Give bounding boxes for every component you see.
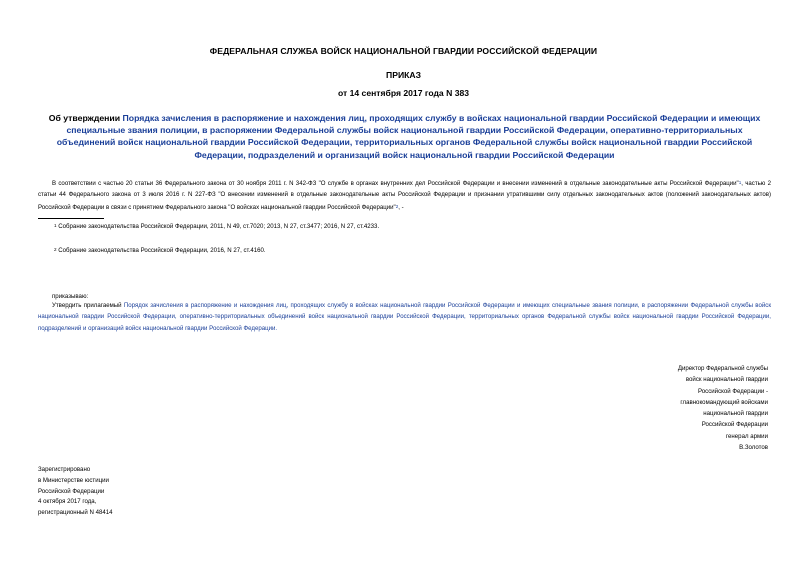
title-prefix: Об утверждении	[48, 113, 123, 123]
footnote-ref-2[interactable]: 2	[395, 203, 399, 209]
preamble-paragraph	[38, 177, 771, 213]
footnote-ref-1[interactable]: 1	[738, 180, 742, 185]
footnote-2	[54, 247, 266, 254]
document-type-heading: ПРИКАЗ	[386, 70, 421, 80]
footnote-1	[54, 223, 379, 230]
order-procedure-link[interactable]: Порядок зачисления в распоряжение и нахождения лиц, проходящих службу в войсках национальной гвардии Российской Федерации и имеющих специальные звания полиции, в распоряжении Федеральной службы войск национальной гвардии Российской Федерации, оперативно-территориальных объединений войск национальной гвардии Российской Федерации, территориальных органов Федеральной службы войск национальной гвардии Российской Федерации, подразделений и организаций войск национальной гвардии Российской Федерации.	[38, 302, 771, 332]
preamble-text-3: , -	[398, 203, 404, 211]
preamble-text-1: В соответствии с частью 20 статьи 36 Федерального закона от 30 ноября 2011 г. N 342-ФЗ "О службе в органах внутренних дел Российской Федерации и внесении изменений в отдельные законодательные акты Российской Федерации"	[52, 180, 739, 187]
signature-line: главнокомандующий войсками	[680, 398, 768, 406]
title-procedure-link[interactable]: Порядка зачисления в распоряжение и нахождения лиц, проходящих службу в войсках национальной гвардии Российской Федерации и имеющих специальные звания полиции, в распоряжении Федеральной службы войск национальной гвардии Российской Федерации, оперативно-территориальных объединений войск национальной гвардии Российской Федерации, территориальных органов Федеральной службы войск национальной гвардии Российской Федерации, подразделений и организаций войск национальной гвардии Российской Федерации	[56, 113, 761, 160]
signature-line: войск национальной гвардии	[685, 376, 768, 384]
registration-number: регистрационный N 48414	[38, 509, 113, 517]
document-title	[38, 112, 771, 161]
footnote-2-mark: 2	[54, 247, 57, 252]
signature-line: национальной гвардии	[703, 410, 768, 418]
signature-line: Российской Федерации -	[698, 387, 768, 395]
organization-heading: ФЕДЕРАЛЬНАЯ СЛУЖБА ВОЙСК НАЦИОНАЛЬНОЙ ГВАРДИИ РОССИЙСКОЙ ФЕДЕРАЦИИ	[209, 46, 598, 56]
registration-line: Российской Федерации	[38, 487, 105, 495]
registration-date: 4 октября 2017 года,	[38, 498, 97, 506]
footnote-1-text: Собрание законодательства Российской Федерации, 2011, N 49, ст.7020; 2013, N 27, ст.3477; 2016, N 27, ст.4233.	[58, 223, 380, 230]
signature-line: генерал армии	[725, 432, 768, 440]
footnote-2-text: Собрание законодательства Российской Федерации, 2016, N 27, ст.4160.	[58, 247, 266, 254]
preamble-text-2: , частью 2 статьи 44 Федерального закона от 3 июля 2016 г. N 227-ФЗ "О внесении изменений в отдельные законодательные акты Российской Федерации и признании утратившими силу отдельных законодательных актов (положений законодательных актов) Российской Федерации в связи с принятием Федерального закона "О войсках национальной гвардии Российской Федерации"	[38, 180, 772, 211]
footnote-1-mark: 1	[54, 223, 57, 228]
registration-line: Зарегистрировано	[38, 466, 91, 473]
footnote-divider	[38, 218, 104, 219]
order-verb: приказываю:	[52, 293, 89, 300]
signature-line: Российской Федерации	[701, 421, 768, 429]
registration-line: в Министерстве юстиции	[38, 476, 109, 484]
registration-block	[38, 465, 238, 519]
order-paragraph	[38, 300, 771, 334]
date-number-heading: от 14 сентября 2017 года N 383	[337, 88, 470, 98]
signature-name: В.Золотов	[739, 444, 768, 452]
signature-line: Директор Федеральной службы	[677, 365, 768, 372]
signature-block	[628, 363, 768, 453]
order-approve-word: Утвердить прилагаемый	[52, 302, 124, 309]
